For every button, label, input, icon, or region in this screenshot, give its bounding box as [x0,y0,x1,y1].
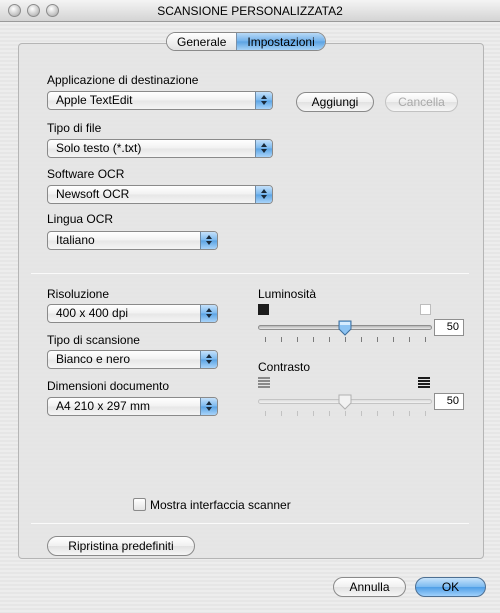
contrast-ticks [265,411,425,417]
contrast-slider-thumb[interactable] [338,394,352,410]
scan-type-label: Tipo di scansione [47,333,140,347]
slider-tick [313,411,314,416]
destination-value: Apple TextEdit [56,93,133,107]
show-scanner-ui-checkbox[interactable] [133,498,146,511]
tab-generale[interactable]: Generale [167,33,236,50]
slider-tick [265,337,266,342]
cancel-button[interactable]: Annulla [333,577,406,597]
popup-arrows-icon [200,398,217,415]
slider-tick [377,337,378,342]
file-type-value: Solo testo (*.txt) [56,141,142,155]
add-button[interactable]: Aggiungi [296,92,374,112]
popup-arrows-icon [200,305,217,322]
contrast-label: Contrasto [258,360,311,374]
slider-tick [297,411,298,416]
slider-tick [281,411,282,416]
show-scanner-ui-label: Mostra interfaccia scanner [150,498,291,512]
file-type-label: Tipo di file [47,121,102,135]
resolution-select[interactable] [47,304,218,323]
ok-button[interactable]: OK [415,577,486,597]
window-title: SCANSIONE PERSONALIZZATA2 [157,4,343,18]
slider-tick [313,337,314,342]
popup-arrows-icon [255,140,272,157]
title-bar[interactable] [0,0,500,22]
popup-arrows-icon [200,351,217,368]
ocr-language-value: Italiano [56,233,95,247]
slider-tick [297,337,298,342]
white-square-icon [420,304,431,315]
scan-type-value: Bianco e nero [56,352,131,366]
slider-tick [393,411,394,416]
slider-tick [329,337,330,342]
black-square-icon [258,304,269,315]
doc-size-value: A4 210 x 297 mm [56,399,151,413]
doc-size-label: Dimensioni documento [47,379,170,393]
brightness-value-field[interactable]: 50 [434,319,464,336]
ocr-software-label: Software OCR [47,167,125,181]
restore-defaults-button[interactable]: Ripristina predefiniti [47,536,195,556]
contrast-high-lines-icon [418,377,430,388]
ocr-software-value: Newsoft OCR [56,187,130,201]
delete-button[interactable]: Cancella [385,92,458,112]
slider-tick [281,337,282,342]
file-type-select[interactable] [47,139,273,158]
tab-bar [166,32,326,51]
scan-type-select[interactable] [47,350,218,369]
contrast-value-field[interactable]: 50 [434,393,464,410]
slider-tick [425,337,426,342]
slider-tick [409,411,410,416]
destination-select[interactable] [47,91,273,110]
tab-impostazioni[interactable]: Impostazioni [236,33,324,50]
resolution-label: Risoluzione [47,287,110,301]
separator [31,523,469,524]
slider-tick [425,411,426,416]
slider-tick [329,411,330,416]
slider-tick [377,411,378,416]
popup-arrows-icon [255,92,272,109]
doc-size-select[interactable] [47,397,218,416]
slider-tick [345,337,346,342]
resolution-value: 400 x 400 dpi [56,306,129,320]
slider-tick [361,411,362,416]
ocr-software-select[interactable] [47,185,273,204]
brightness-slider-thumb[interactable] [338,320,352,336]
slider-tick [265,411,266,416]
slider-tick [393,337,394,342]
brightness-ticks [265,337,425,343]
separator [31,273,469,274]
slider-tick [361,337,362,342]
popup-arrows-icon [200,232,217,249]
destination-label: Applicazione di destinazione [47,73,199,87]
slider-tick [345,411,346,416]
ocr-language-select[interactable] [47,231,218,250]
ocr-language-label: Lingua OCR [47,212,114,226]
popup-arrows-icon [255,186,272,203]
slider-tick [409,337,410,342]
brightness-label: Luminosità [258,287,317,301]
contrast-low-lines-icon [258,377,270,388]
